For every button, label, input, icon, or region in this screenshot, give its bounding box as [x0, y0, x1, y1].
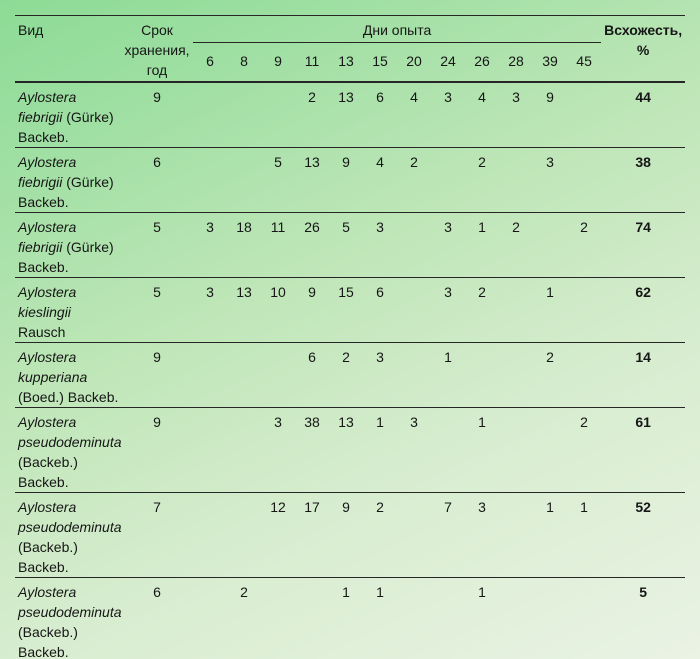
day-value-cell-6: [193, 493, 227, 578]
column-header-germination: [601, 16, 685, 83]
day-value-cell-28: 2: [499, 213, 533, 278]
day-value-cell-15: 1: [363, 408, 397, 493]
day-value-cell-28: 3: [499, 82, 533, 148]
day-value-cell-20: 4: [397, 82, 431, 148]
species-name-line: fiebrigii (Gürke): [18, 239, 114, 255]
column-header-storage-period: [121, 16, 193, 83]
species-name-line: Aylostera: [18, 584, 77, 600]
day-value-cell-6: [193, 578, 227, 659]
column-header-species: Вид: [15, 16, 121, 83]
species-name-line: Aylostera: [18, 89, 77, 105]
storage-header-line: год: [146, 62, 168, 78]
day-value-cell-24: [431, 148, 465, 213]
day-header-11: 11: [295, 43, 329, 83]
day-value-cell-6: [193, 343, 227, 408]
germination-table: [15, 15, 685, 659]
day-value-cell-15: 3: [363, 213, 397, 278]
germination-percent-cell: 52: [601, 493, 685, 578]
species-name-cell: [15, 408, 121, 493]
day-value-cell-45: 2: [567, 213, 601, 278]
day-value-cell-9: 11: [261, 213, 295, 278]
table-row: [15, 408, 685, 493]
day-header-6: 6: [193, 43, 227, 83]
day-value-cell-45: 1: [567, 493, 601, 578]
day-value-cell-11: 26: [295, 213, 329, 278]
day-header-13: 13: [329, 43, 363, 83]
table-header: [15, 16, 685, 83]
table-row: [15, 578, 685, 659]
germination-percent-cell: 14: [601, 343, 685, 408]
germination-percent-cell: 44: [601, 82, 685, 148]
species-name-line: Backeb.: [18, 129, 69, 145]
day-value-cell-26: 1: [465, 213, 499, 278]
day-value-cell-15: 6: [363, 278, 397, 343]
species-name-line: pseudodeminuta: [18, 519, 122, 535]
table-row: [15, 493, 685, 578]
day-value-cell-45: [567, 578, 601, 659]
table-row: [15, 343, 685, 408]
day-value-cell-13: 1: [329, 578, 363, 659]
day-value-cell-24: 3: [431, 82, 465, 148]
species-name-line: Backeb.: [18, 559, 69, 575]
day-value-cell-11: [295, 578, 329, 659]
species-name-line: kupperiana: [18, 369, 88, 385]
storage-years-cell: 6: [121, 578, 193, 659]
germination-percent-cell: 61: [601, 408, 685, 493]
day-value-cell-6: 3: [193, 278, 227, 343]
column-group-header-experiment-days: Дни опыта: [193, 16, 601, 43]
germination-percent-cell: 74: [601, 213, 685, 278]
day-value-cell-24: 3: [431, 278, 465, 343]
species-name-line: pseudodeminuta: [18, 604, 122, 620]
day-value-cell-26: 3: [465, 493, 499, 578]
day-value-cell-20: 3: [397, 408, 431, 493]
species-name-line: Aylostera: [18, 284, 77, 300]
day-value-cell-11: 9: [295, 278, 329, 343]
day-value-cell-28: [499, 148, 533, 213]
day-value-cell-24: 3: [431, 213, 465, 278]
day-value-cell-45: [567, 278, 601, 343]
day-value-cell-8: [227, 82, 261, 148]
day-header-39: 39: [533, 43, 567, 83]
storage-years-cell: 9: [121, 82, 193, 148]
day-value-cell-9: 3: [261, 408, 295, 493]
germination-percent-cell: 5: [601, 578, 685, 659]
day-value-cell-8: [227, 148, 261, 213]
storage-years-cell: 9: [121, 408, 193, 493]
day-value-cell-26: 2: [465, 148, 499, 213]
table-row: [15, 278, 685, 343]
day-value-cell-39: [533, 213, 567, 278]
day-value-cell-39: 1: [533, 493, 567, 578]
day-value-cell-6: [193, 82, 227, 148]
day-value-cell-26: 2: [465, 278, 499, 343]
day-value-cell-8: 13: [227, 278, 261, 343]
day-value-cell-13: 13: [329, 408, 363, 493]
day-value-cell-11: 13: [295, 148, 329, 213]
species-name-line: Backeb.: [18, 259, 69, 275]
storage-header-line: Срок: [141, 22, 173, 38]
day-value-cell-39: 9: [533, 82, 567, 148]
day-value-cell-9: 5: [261, 148, 295, 213]
day-value-cell-39: [533, 578, 567, 659]
species-name-cell: [15, 578, 121, 659]
day-value-cell-15: 1: [363, 578, 397, 659]
day-value-cell-20: 2: [397, 148, 431, 213]
day-header-8: 8: [227, 43, 261, 83]
day-value-cell-15: 2: [363, 493, 397, 578]
species-name-cell: [15, 343, 121, 408]
day-value-cell-24: [431, 578, 465, 659]
day-value-cell-15: 4: [363, 148, 397, 213]
species-name-line: Backeb.: [18, 474, 69, 490]
species-name-cell: [15, 82, 121, 148]
species-name-line: Aylostera: [18, 154, 77, 170]
species-name-line: Backeb.: [18, 194, 69, 210]
germination-percent-cell: 62: [601, 278, 685, 343]
storage-years-cell: 7: [121, 493, 193, 578]
day-value-cell-39: 3: [533, 148, 567, 213]
day-value-cell-39: 1: [533, 278, 567, 343]
day-value-cell-6: [193, 408, 227, 493]
day-value-cell-26: [465, 343, 499, 408]
day-value-cell-9: [261, 578, 295, 659]
species-name-line: Backeb.: [18, 644, 69, 659]
species-name-line: Aylostera: [18, 219, 77, 235]
day-header-26: 26: [465, 43, 499, 83]
germination-percent-cell: 38: [601, 148, 685, 213]
day-value-cell-45: [567, 343, 601, 408]
day-value-cell-9: 10: [261, 278, 295, 343]
day-value-cell-28: [499, 278, 533, 343]
species-name-line: (Backeb.): [18, 454, 78, 470]
day-header-15: 15: [363, 43, 397, 83]
day-header-20: 20: [397, 43, 431, 83]
day-value-cell-26: 4: [465, 82, 499, 148]
day-value-cell-13: 2: [329, 343, 363, 408]
day-value-cell-28: [499, 578, 533, 659]
day-value-cell-11: 38: [295, 408, 329, 493]
storage-years-cell: 5: [121, 213, 193, 278]
table-row: [15, 82, 685, 148]
species-name-cell: [15, 278, 121, 343]
species-name-line: (Backeb.): [18, 624, 78, 640]
germination-header-line: Всхожесть,: [604, 22, 683, 38]
day-value-cell-20: [397, 213, 431, 278]
species-name-line: Aylostera: [18, 349, 77, 365]
species-name-line: fiebrigii (Gürke): [18, 109, 114, 125]
species-name-cell: [15, 493, 121, 578]
germination-header-line: %: [636, 42, 650, 58]
day-header-9: 9: [261, 43, 295, 83]
table-body: [15, 82, 685, 659]
day-value-cell-8: 18: [227, 213, 261, 278]
day-value-cell-8: [227, 343, 261, 408]
day-value-cell-20: [397, 578, 431, 659]
day-value-cell-13: 9: [329, 148, 363, 213]
day-value-cell-45: 2: [567, 408, 601, 493]
day-value-cell-8: [227, 493, 261, 578]
day-value-cell-9: [261, 343, 295, 408]
species-name-line: Aylostera: [18, 414, 77, 430]
day-value-cell-9: [261, 82, 295, 148]
day-value-cell-13: 15: [329, 278, 363, 343]
species-name-line: Rausch: [18, 324, 66, 340]
species-name-line: (Boed.) Backeb.: [18, 389, 119, 405]
storage-years-cell: 6: [121, 148, 193, 213]
species-name-line: pseudodeminuta: [18, 434, 122, 450]
day-value-cell-28: [499, 408, 533, 493]
storage-years-cell: 5: [121, 278, 193, 343]
species-name-line: Aylostera: [18, 499, 77, 515]
day-value-cell-20: [397, 493, 431, 578]
species-name-cell: [15, 213, 121, 278]
day-value-cell-45: [567, 148, 601, 213]
table-row: [15, 213, 685, 278]
storage-header-line: хранения,: [124, 42, 190, 58]
day-header-45: 45: [567, 43, 601, 83]
day-value-cell-39: 2: [533, 343, 567, 408]
day-value-cell-8: 2: [227, 578, 261, 659]
day-value-cell-11: 6: [295, 343, 329, 408]
storage-years-cell: 9: [121, 343, 193, 408]
day-value-cell-20: [397, 343, 431, 408]
day-value-cell-24: 7: [431, 493, 465, 578]
day-value-cell-20: [397, 278, 431, 343]
day-value-cell-9: 12: [261, 493, 295, 578]
day-value-cell-24: [431, 408, 465, 493]
species-name-line: fiebrigii (Gürke): [18, 174, 114, 190]
day-value-cell-24: 1: [431, 343, 465, 408]
day-value-cell-11: 2: [295, 82, 329, 148]
day-value-cell-15: 3: [363, 343, 397, 408]
day-value-cell-28: [499, 493, 533, 578]
day-header-28: 28: [499, 43, 533, 83]
day-value-cell-11: 17: [295, 493, 329, 578]
day-value-cell-26: 1: [465, 408, 499, 493]
day-value-cell-15: 6: [363, 82, 397, 148]
species-name-line: (Backeb.): [18, 539, 78, 555]
day-header-24: 24: [431, 43, 465, 83]
day-value-cell-28: [499, 343, 533, 408]
species-name-line: kieslingii: [18, 304, 71, 320]
table-row: [15, 148, 685, 213]
day-value-cell-26: 1: [465, 578, 499, 659]
day-value-cell-45: [567, 82, 601, 148]
day-value-cell-6: [193, 148, 227, 213]
day-value-cell-6: 3: [193, 213, 227, 278]
day-value-cell-39: [533, 408, 567, 493]
day-value-cell-13: 5: [329, 213, 363, 278]
day-value-cell-8: [227, 408, 261, 493]
day-value-cell-13: 9: [329, 493, 363, 578]
day-value-cell-13: 13: [329, 82, 363, 148]
species-name-cell: [15, 148, 121, 213]
